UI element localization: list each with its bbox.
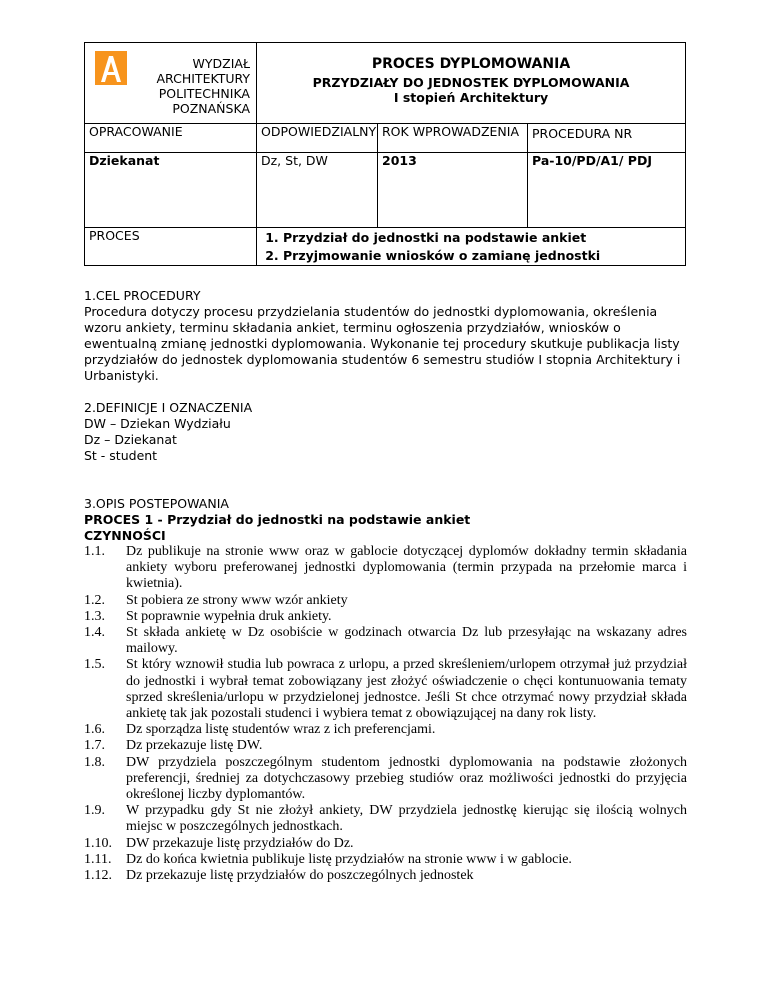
step-item: 1.2. St pobiera ze strony www wzór ankiety: [84, 592, 348, 608]
section1-text: Procedura dotyczy procesu przydzielania studentów do jednostki dyplomowania, określenia wzoru ankiety, terminu składania ankiet, terminu ogłoszenia przydziałów, wniosków o ewentualną zmianę jednostki dyplomowania. Wykonanie tej procedury skutkuje publikacja listy przydziałów do jednostek dyplomowania studentów 6 semestru studiów I stopnia Architektury i Urbanistyki.: [84, 304, 681, 383]
step-item: 1.5. St który wznowił studia lub powraca z urlopu, a przed skreśleniem/urlopem otrzymał już przydział do jednostki i wybrał temat zobowiązany jest złożyć oświadczenie o chęci kontunuowania tematy sprzed skreślenia/urlopu w przydzielonej jednostce. Jeśli St chce otrzymać nowy przydział składa ankietę tak jak pozostali studenci i wybiera temat z obowiązującej na dany rok listy.: [84, 657, 687, 722]
label-process: PROCES: [85, 228, 257, 266]
step-item: 1.10. DW przekazuje listę przydziałów do Dz.: [84, 835, 354, 851]
value-procedure: Pa-10/PD/A1/ PDJ: [528, 153, 686, 228]
process-item: 1. Przydział do jednostki na podstawie ankiet: [283, 229, 681, 247]
document-subtitle: PRZYDZIAŁY DO JEDNOSTEK DYPLOMOWANIA: [312, 75, 630, 90]
step-item: 1.12. Dz przekazuje listę przydziałów do poszczególnych jednostek: [84, 868, 474, 884]
document-title: PROCES DYPLOMOWANIA: [371, 56, 571, 72]
step-item: 1.4. St składa ankietę w Dz osobiście w godzinach otwarcia Dz lub przesyłając na wskazany adres mailowy.: [84, 625, 687, 657]
step-item: 1.11. Dz do końca kwietnia publikuje listę przydziałów na stronie www i w gablocie.: [84, 851, 572, 867]
degree-label: I stopień Architektury: [393, 90, 549, 105]
label-responsible: ODPOWIEDZIALNY: [257, 124, 378, 153]
step-item: 1.8. DW przydziela poszczególnym studentom jednostki dyplomowania na podstawie złożonych preferencji, średniej za dotychczasowy przebieg studiów oraz możliwości jednostki do przyjęcia określonej liczby dyplomantów.: [84, 754, 687, 803]
step-item: 1.6. Dz sporządza listę studentów wraz z ich preferencjami.: [84, 722, 436, 738]
process-item: 2. Przyjmowanie wniosków o zamianę jednostki: [283, 247, 681, 265]
document-body: [84, 288, 687, 884]
value-responsible: Dz, St, DW: [257, 153, 378, 228]
process-list-cell: [257, 228, 686, 266]
definition-item: St - student: [84, 448, 158, 463]
title-cell: [257, 43, 686, 124]
faculty-name: WYDZIAŁ ARCHITEKTURY POLITECHNIKA POZNAŃSKA: [156, 56, 250, 116]
step-item: 1.1. Dz publikuje na stronie www oraz w gablocie dotyczącej dyplomów dokładny termin składania ankiety wyboru preferowanej jednostki dyplomowania (termin przypada na przełomie marca i kwietnia).: [84, 544, 687, 592]
value-prepared: Dziekanat: [85, 153, 257, 228]
faculty-cell: [85, 43, 257, 124]
definition-item: DW – Dziekan Wydziału: [84, 416, 231, 431]
header-table: [84, 42, 686, 266]
label-procedure: PROCEDURA NR: [528, 124, 686, 153]
section2-heading: 2.DEFINICJE I OZNACZENIA: [84, 400, 253, 415]
section1-heading: 1.CEL PROCEDURY: [84, 288, 201, 303]
steps-list: [84, 544, 687, 884]
step-item: 1.7. Dz przekazuje listę DW.: [84, 738, 263, 754]
value-year: 2013: [378, 153, 528, 228]
process1-title: PROCES 1 - Przydział do jednostki na podstawie ankiet: [84, 512, 471, 527]
label-year: ROK WPROWADZENIA: [378, 124, 528, 153]
section3-heading: 3.OPIS POSTEPOWANIA: [84, 496, 229, 511]
faculty-logo: [95, 51, 127, 85]
definition-item: Dz – Dziekanat: [84, 432, 177, 447]
label-prepared: OPRACOWANIE: [85, 124, 257, 153]
step-item: 1.9. W przypadku gdy St nie złożył ankiety, DW przydziela jednostkę kierując się ilością wolnych miejsc w poszczególnych jednostkach.: [84, 803, 687, 835]
process-list: [261, 229, 681, 265]
step-item: 1.3. St poprawnie wypełnia druk ankiety.: [84, 608, 332, 624]
activities-label: CZYNNOŚCI: [84, 528, 166, 543]
